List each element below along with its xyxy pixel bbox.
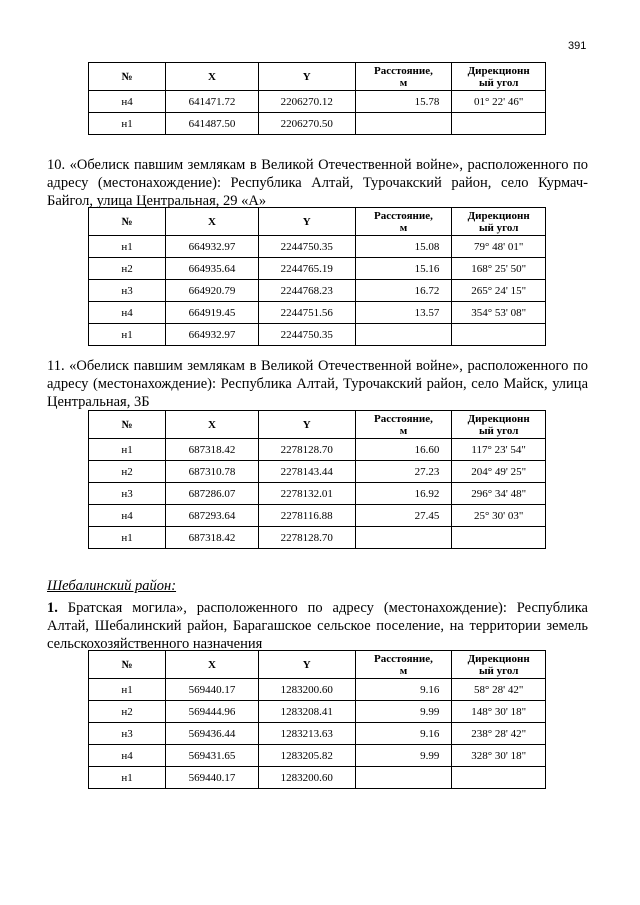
table-row bbox=[89, 527, 546, 549]
col-header-distance: Расстояние, м bbox=[355, 208, 452, 236]
table-row bbox=[89, 701, 546, 723]
x-coordinate-cell: 664932.97 bbox=[166, 236, 259, 258]
direction-angle-cell bbox=[452, 767, 546, 789]
col-header-direction: Дирекционн ый угол bbox=[452, 411, 546, 439]
direction-angle-cell: 117° 23' 54" bbox=[452, 439, 546, 461]
table-row bbox=[89, 236, 546, 258]
x-coordinate-cell: 641471.72 bbox=[166, 91, 259, 113]
point-number-cell: н2 bbox=[89, 258, 166, 280]
x-coordinate-cell: 687310.78 bbox=[166, 461, 259, 483]
x-coordinate-cell: 569436.44 bbox=[166, 723, 259, 745]
district-heading: Шебалинский район: bbox=[47, 578, 177, 594]
point-number-cell: н1 bbox=[89, 527, 166, 549]
direction-angle-cell: 328° 30' 18" bbox=[452, 745, 546, 767]
direction-angle-cell bbox=[452, 113, 546, 135]
point-number-cell: н4 bbox=[89, 505, 166, 527]
table-row bbox=[89, 439, 546, 461]
distance-cell: 13.57 bbox=[355, 302, 452, 324]
y-coordinate-cell: 2206270.12 bbox=[258, 91, 355, 113]
y-coordinate-cell: 2244765.19 bbox=[258, 258, 355, 280]
col-header-y: Y bbox=[258, 63, 355, 91]
x-coordinate-cell: 569440.17 bbox=[166, 679, 259, 701]
point-number-cell: н4 bbox=[89, 91, 166, 113]
point-number-cell: н3 bbox=[89, 723, 166, 745]
x-coordinate-cell: 664920.79 bbox=[166, 280, 259, 302]
page-number: 391 bbox=[568, 40, 587, 52]
y-coordinate-cell: 2278132.01 bbox=[258, 483, 355, 505]
col-header-direction: Дирекционн ый угол bbox=[452, 63, 546, 91]
table-row bbox=[89, 461, 546, 483]
distance-cell: 15.78 bbox=[355, 91, 452, 113]
col-header-y: Y bbox=[258, 411, 355, 439]
direction-angle-cell: 204° 49' 25" bbox=[452, 461, 546, 483]
object-11-description: 11. «Обелиск павшим землякам в Великой Отечественной войне», расположенного по адресу (местонахождение): Республика Алтай, Турочакский район, село Майск, улица Центральная, 3Б bbox=[47, 358, 588, 410]
point-number-cell: н3 bbox=[89, 280, 166, 302]
x-coordinate-cell: 569444.96 bbox=[166, 701, 259, 723]
y-coordinate-cell: 1283200.60 bbox=[258, 679, 355, 701]
point-number-cell: н2 bbox=[89, 461, 166, 483]
direction-angle-cell: 25° 30' 03" bbox=[452, 505, 546, 527]
col-header-y: Y bbox=[258, 651, 355, 679]
y-coordinate-cell: 2278116.88 bbox=[258, 505, 355, 527]
y-coordinate-cell: 2206270.50 bbox=[258, 113, 355, 135]
x-coordinate-cell: 687318.42 bbox=[166, 439, 259, 461]
y-coordinate-cell: 2244751.56 bbox=[258, 302, 355, 324]
table-row bbox=[89, 113, 546, 135]
object-1-description bbox=[47, 599, 588, 653]
y-coordinate-cell: 2278143.44 bbox=[258, 461, 355, 483]
distance-cell: 9.16 bbox=[355, 679, 452, 701]
y-coordinate-cell: 2244768.23 bbox=[258, 280, 355, 302]
x-coordinate-cell: 664919.45 bbox=[166, 302, 259, 324]
col-header-num: № bbox=[89, 411, 166, 439]
table-row bbox=[89, 302, 546, 324]
direction-angle-cell: 354° 53' 08" bbox=[452, 302, 546, 324]
table-row bbox=[89, 324, 546, 346]
y-coordinate-cell: 2244750.35 bbox=[258, 324, 355, 346]
coordinates-table-object-10 bbox=[88, 207, 546, 346]
distance-cell bbox=[355, 767, 452, 789]
table-row bbox=[89, 280, 546, 302]
col-header-y: Y bbox=[258, 208, 355, 236]
table-header-row bbox=[89, 651, 546, 679]
distance-cell: 27.23 bbox=[355, 461, 452, 483]
table-row bbox=[89, 679, 546, 701]
y-coordinate-cell: 2278128.70 bbox=[258, 439, 355, 461]
y-coordinate-cell: 1283213.63 bbox=[258, 723, 355, 745]
direction-angle-cell: 79° 48' 01" bbox=[452, 236, 546, 258]
direction-angle-cell: 148° 30' 18" bbox=[452, 701, 546, 723]
distance-cell: 16.72 bbox=[355, 280, 452, 302]
direction-angle-cell bbox=[452, 527, 546, 549]
distance-cell: 27.45 bbox=[355, 505, 452, 527]
point-number-cell: н2 bbox=[89, 701, 166, 723]
table-row bbox=[89, 723, 546, 745]
point-number-cell: н1 bbox=[89, 767, 166, 789]
x-coordinate-cell: 641487.50 bbox=[166, 113, 259, 135]
distance-cell: 9.16 bbox=[355, 723, 452, 745]
coordinates-table-object-1 bbox=[88, 650, 546, 789]
direction-angle-cell: 58° 28' 42" bbox=[452, 679, 546, 701]
point-number-cell: н1 bbox=[89, 679, 166, 701]
point-number-cell: н1 bbox=[89, 113, 166, 135]
point-number-cell: н3 bbox=[89, 483, 166, 505]
distance-cell: 15.16 bbox=[355, 258, 452, 280]
object-1-number: 1. bbox=[47, 600, 58, 616]
coordinates-table-object-11 bbox=[88, 410, 546, 549]
y-coordinate-cell: 1283200.60 bbox=[258, 767, 355, 789]
col-header-direction: Дирекционн ый угол bbox=[452, 208, 546, 236]
object-1-text: Братская могила», расположенного по адресу (местонахождение): Республика Алтай, Шебалинский район, Барагашское сельское поселение, на территории земель сельскохозяйственного назначения bbox=[47, 600, 588, 652]
distance-cell bbox=[355, 527, 452, 549]
x-coordinate-cell: 569431.65 bbox=[166, 745, 259, 767]
distance-cell: 9.99 bbox=[355, 701, 452, 723]
point-number-cell: н1 bbox=[89, 324, 166, 346]
object-10-description: 10. «Обелиск павшим землякам в Великой Отечественной войне», расположенного по адресу (местонахождение): Республика Алтай, Турочакский район, село Курмач-Байгол, улица Центральная, 29 «А» bbox=[47, 157, 588, 209]
x-coordinate-cell: 687293.64 bbox=[166, 505, 259, 527]
distance-cell: 9.99 bbox=[355, 745, 452, 767]
table-row bbox=[89, 505, 546, 527]
table-row bbox=[89, 91, 546, 113]
distance-cell: 15.08 bbox=[355, 236, 452, 258]
x-coordinate-cell: 664935.64 bbox=[166, 258, 259, 280]
col-header-num: № bbox=[89, 63, 166, 91]
distance-cell bbox=[355, 113, 452, 135]
col-header-x: X bbox=[166, 651, 259, 679]
direction-angle-cell: 01° 22' 46" bbox=[452, 91, 546, 113]
x-coordinate-cell: 569440.17 bbox=[166, 767, 259, 789]
direction-angle-cell: 265° 24' 15" bbox=[452, 280, 546, 302]
y-coordinate-cell: 1283205.82 bbox=[258, 745, 355, 767]
y-coordinate-cell: 1283208.41 bbox=[258, 701, 355, 723]
col-header-distance: Расстояние, м bbox=[355, 411, 452, 439]
col-header-num: № bbox=[89, 651, 166, 679]
table-row bbox=[89, 767, 546, 789]
table-header-row bbox=[89, 63, 546, 91]
direction-angle-cell: 238° 28' 42" bbox=[452, 723, 546, 745]
coordinates-table-continued bbox=[88, 62, 546, 135]
table-row bbox=[89, 483, 546, 505]
direction-angle-cell: 296° 34' 48" bbox=[452, 483, 546, 505]
table-header-row bbox=[89, 411, 546, 439]
distance-cell bbox=[355, 324, 452, 346]
direction-angle-cell bbox=[452, 324, 546, 346]
table-row bbox=[89, 745, 546, 767]
x-coordinate-cell: 687318.42 bbox=[166, 527, 259, 549]
distance-cell: 16.92 bbox=[355, 483, 452, 505]
point-number-cell: н1 bbox=[89, 236, 166, 258]
table-header-row bbox=[89, 208, 546, 236]
col-header-num: № bbox=[89, 208, 166, 236]
x-coordinate-cell: 664932.97 bbox=[166, 324, 259, 346]
point-number-cell: н4 bbox=[89, 302, 166, 324]
point-number-cell: н1 bbox=[89, 439, 166, 461]
col-header-x: X bbox=[166, 411, 259, 439]
col-header-distance: Расстояние, м bbox=[355, 63, 452, 91]
col-header-x: X bbox=[166, 63, 259, 91]
y-coordinate-cell: 2244750.35 bbox=[258, 236, 355, 258]
point-number-cell: н4 bbox=[89, 745, 166, 767]
col-header-x: X bbox=[166, 208, 259, 236]
x-coordinate-cell: 687286.07 bbox=[166, 483, 259, 505]
y-coordinate-cell: 2278128.70 bbox=[258, 527, 355, 549]
col-header-distance: Расстояние, м bbox=[355, 651, 452, 679]
distance-cell: 16.60 bbox=[355, 439, 452, 461]
table-row bbox=[89, 258, 546, 280]
direction-angle-cell: 168° 25' 50" bbox=[452, 258, 546, 280]
col-header-direction: Дирекционн ый угол bbox=[452, 651, 546, 679]
